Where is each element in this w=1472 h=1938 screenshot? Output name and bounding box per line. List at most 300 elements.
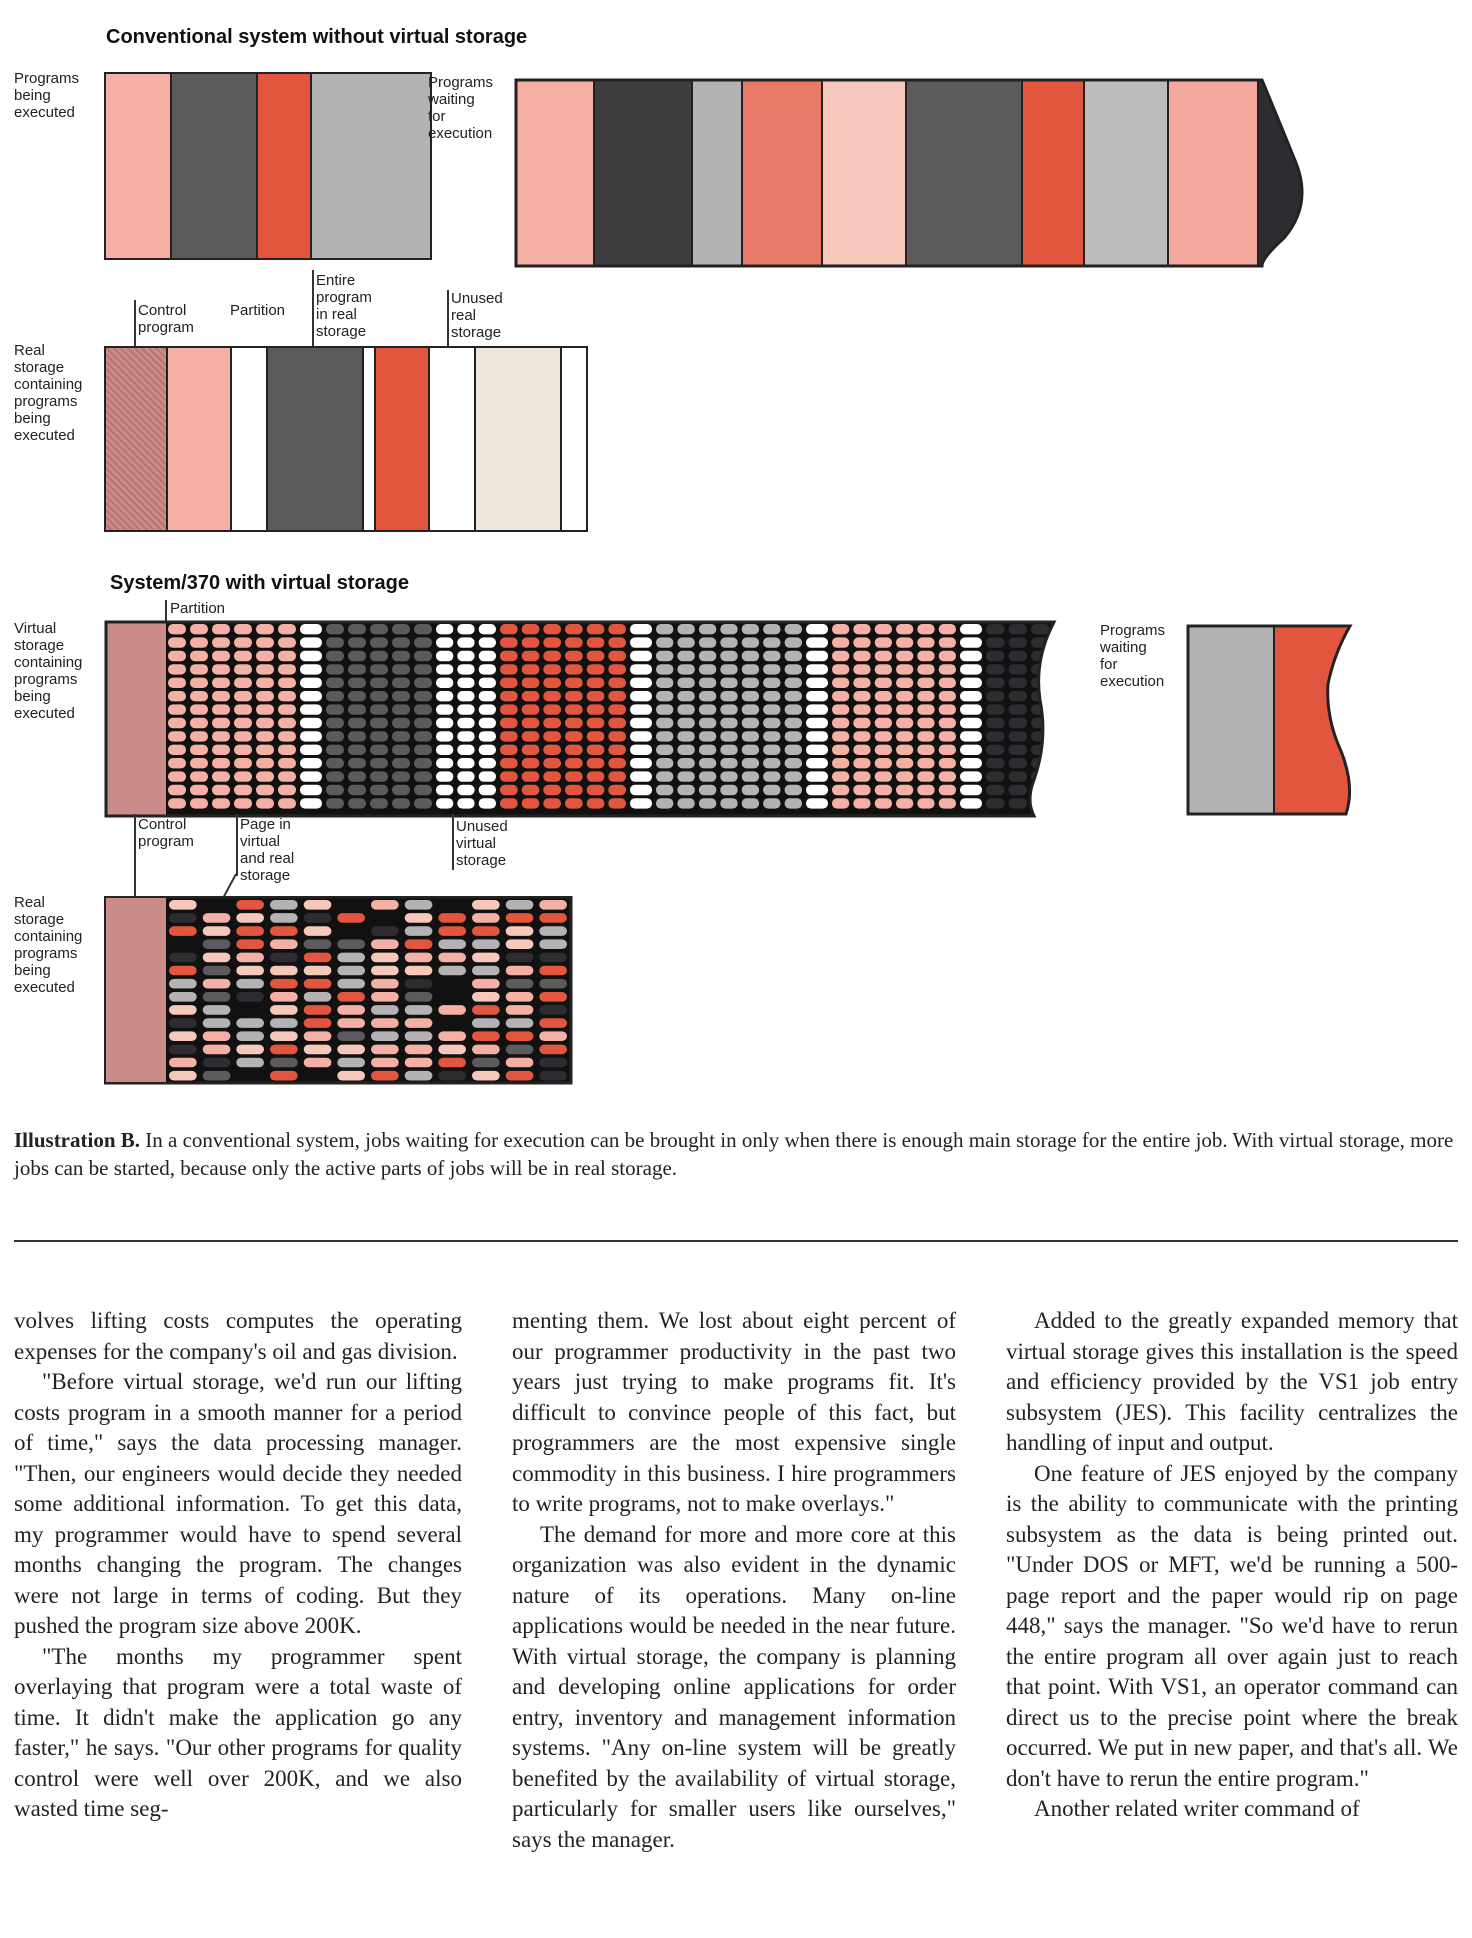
page-cell (699, 678, 716, 688)
page-cell (742, 691, 759, 701)
page-cell (438, 1045, 466, 1055)
page-cell (543, 785, 561, 795)
page-cell (677, 771, 694, 781)
page-cell (168, 718, 186, 728)
page-cell (506, 1031, 534, 1041)
page-cell (785, 798, 802, 808)
page-cell (370, 785, 388, 795)
page-cell (479, 771, 496, 781)
page-cell (742, 798, 759, 808)
page-cell (405, 966, 433, 976)
page-cell (169, 939, 197, 949)
page-cell (608, 664, 626, 674)
page-cell (405, 1071, 433, 1081)
page-cell (677, 718, 694, 728)
page-cell (656, 691, 673, 701)
page-cell (405, 900, 433, 910)
page-cell (896, 731, 913, 741)
page-cell (438, 1018, 466, 1028)
article-column-1 (14, 1306, 462, 1825)
page-cell (203, 1031, 231, 1041)
page-cell (234, 664, 252, 674)
page-cell (405, 992, 433, 1002)
control-program-segment (106, 348, 168, 530)
page-cell (960, 678, 982, 688)
page-cell (785, 678, 802, 688)
page-cell (699, 798, 716, 808)
page-cell (234, 624, 252, 634)
page-cell (256, 691, 274, 701)
page-cell (370, 651, 388, 661)
page-cell (960, 798, 982, 808)
page-cell (656, 678, 673, 688)
page-cell (436, 771, 453, 781)
page-cell (1054, 758, 1071, 768)
page-cell (371, 939, 399, 949)
page-cell (392, 785, 410, 795)
page-cell (656, 771, 673, 781)
page-cell (500, 745, 518, 755)
page-cell (270, 939, 298, 949)
page-cell (479, 745, 496, 755)
page-cell (169, 1045, 197, 1055)
page-cell (370, 798, 388, 808)
page-cell (917, 731, 934, 741)
page-cell (630, 678, 652, 688)
page-cell (875, 731, 892, 741)
page-cell (190, 771, 208, 781)
page-cell (169, 900, 197, 910)
page-cell (720, 771, 737, 781)
page-cell (806, 704, 828, 714)
page-cell (720, 718, 737, 728)
page-cell (986, 678, 1005, 688)
page-cell (278, 664, 296, 674)
page-cell (326, 704, 344, 714)
page-cell (190, 637, 208, 647)
page-cell (917, 624, 934, 634)
waiting-programs-strip (514, 78, 1324, 270)
page-cell (270, 913, 298, 923)
page-cell (236, 913, 264, 923)
page-cell (506, 966, 534, 976)
page-cell (960, 758, 982, 768)
page-cell (472, 1071, 500, 1081)
page-cell (436, 664, 453, 674)
page-cell (677, 758, 694, 768)
page-cell (472, 926, 500, 936)
page-cell (405, 1058, 433, 1068)
page-cell (304, 900, 332, 910)
page-cell (506, 953, 534, 963)
page-cell (699, 704, 716, 714)
page-cell (565, 785, 583, 795)
unused-virtual-storage-leader (452, 814, 454, 870)
page-cell (370, 731, 388, 741)
page-cell (168, 624, 186, 634)
page-cell (405, 1005, 433, 1015)
page-cell (522, 704, 540, 714)
page-cell (763, 637, 780, 647)
page-cell (300, 704, 322, 714)
page-cell (190, 651, 208, 661)
page-cell (806, 637, 828, 647)
page-cell (986, 758, 1005, 768)
page-cell (785, 785, 802, 795)
page-cell (832, 651, 849, 661)
page-cell (326, 731, 344, 741)
page-cell (720, 745, 737, 755)
page-cell (190, 718, 208, 728)
page-cell (500, 758, 518, 768)
page-cell (304, 1058, 332, 1068)
page-cell (436, 678, 453, 688)
page-cell (500, 651, 518, 661)
page-cell (326, 771, 344, 781)
page-cell (256, 624, 274, 634)
page-cell (405, 979, 433, 989)
page-cell (212, 798, 230, 808)
page-cell (300, 691, 322, 701)
page-cell (539, 1031, 567, 1041)
programs-executing-label: Programs being executed (14, 70, 80, 121)
page-cell (300, 624, 322, 634)
page-cell (699, 624, 716, 634)
page-cell (785, 745, 802, 755)
page-cell (763, 678, 780, 688)
page-cell (543, 704, 561, 714)
page-cell (960, 664, 982, 674)
article-column-2 (512, 1306, 956, 1855)
page-cell (326, 691, 344, 701)
page-cell (806, 664, 828, 674)
page-cell (656, 704, 673, 714)
page-cell (236, 1045, 264, 1055)
page-cell (785, 624, 802, 634)
page-cell (939, 704, 956, 714)
page-cell (392, 798, 410, 808)
page-cell (300, 651, 322, 661)
article-paragraph: One feature of JES enjoyed by the company is the ability to communicate with the printing subsystem as the data is being printed out. "Under DOS or MFT, we'd be running a 500-page report and the paper would rip on page 448," says the manager. "So we'd have to rerun the entire program all over again just to reach that point. With VS1, an operator command can direct us to the precise point where the break occurred. We put in new paper, and that's all. We don't have to rerun the entire program." (1006, 1460, 1458, 1791)
page-cell (479, 758, 496, 768)
page-cell (543, 691, 561, 701)
page-cell (763, 651, 780, 661)
page-cell (1009, 678, 1028, 688)
page-cell (414, 624, 432, 634)
page-cell (1054, 704, 1071, 714)
page-cell (212, 691, 230, 701)
page-cell (212, 678, 230, 688)
unused-virtual-storage-callout: Unused virtual storage (456, 818, 508, 869)
page-cell (806, 691, 828, 701)
page-cell (168, 798, 186, 808)
page-cell (939, 785, 956, 795)
page-cell (896, 691, 913, 701)
page-cell (278, 704, 296, 714)
page-cell (832, 691, 849, 701)
page-cell (392, 758, 410, 768)
page-cell (236, 1071, 264, 1081)
page-cell (300, 637, 322, 647)
page-cell (587, 718, 605, 728)
page-cell (875, 637, 892, 647)
page-cell (853, 651, 870, 661)
page-cell (1009, 624, 1028, 634)
page-cell (656, 745, 673, 755)
page-cell (392, 731, 410, 741)
article-paragraph: menting them. We lost about eight percent of our programmer productivity in the past two years just trying to make programs fit. It's difficult to convince people of this fact, but programmers are the most expensive single commodity in this business. I hire programmers to write programs, not to make overlays." (512, 1308, 956, 1516)
page-cell (763, 785, 780, 795)
page-cell (203, 1058, 231, 1068)
page-cell (539, 953, 567, 963)
page-cell (500, 624, 518, 634)
page-cell (960, 624, 982, 634)
page-cell (587, 745, 605, 755)
page-cell (896, 785, 913, 795)
page-cell (917, 771, 934, 781)
page-cell (234, 798, 252, 808)
page-cell (436, 731, 453, 741)
page-cell (348, 637, 366, 647)
article-paragraph: "Before virtual storage, we'd run our lifting costs program in a smooth manner for a period of time," says the data processing manager. "Then, our engineers would decide they needed some additional information. To get this data, my programmer would have to spend several months changing the program. The changes were not large in terms of coding. But they pushed the program size above 200K. (14, 1369, 462, 1638)
page-cell (370, 637, 388, 647)
page-cell (500, 704, 518, 714)
page-cell (720, 758, 737, 768)
page-cell (371, 900, 399, 910)
page-cell (763, 771, 780, 781)
page-cell (522, 718, 540, 728)
page-cell (875, 745, 892, 755)
page-cell (763, 624, 780, 634)
page-cell (438, 1031, 466, 1041)
page-cell (270, 900, 298, 910)
page-cell (457, 745, 474, 755)
page-cell (190, 704, 208, 714)
page-cell (522, 637, 540, 647)
page-cell (278, 758, 296, 768)
page-cell (472, 900, 500, 910)
page-cell (169, 1071, 197, 1081)
page-cell (405, 939, 433, 949)
real-storage-block (104, 346, 588, 532)
page-cell (270, 1045, 298, 1055)
page-cell (348, 745, 366, 755)
page-cell (500, 637, 518, 647)
page-cell (270, 992, 298, 1002)
page-cell (300, 718, 322, 728)
page-cell (472, 1018, 500, 1028)
page-cell (543, 637, 561, 647)
page-cell (960, 785, 982, 795)
unused-real-storage-callout: Unused real storage (451, 290, 503, 341)
page-cell (337, 900, 365, 910)
page-cell (543, 651, 561, 661)
page-cell (169, 979, 197, 989)
page-cell (986, 718, 1005, 728)
page-cell (348, 624, 366, 634)
page-cell (457, 664, 474, 674)
page-cell (270, 1031, 298, 1041)
page-cell (539, 1058, 567, 1068)
page-cell (212, 664, 230, 674)
page-cell (539, 979, 567, 989)
page-cell (853, 785, 870, 795)
page-cell (1054, 691, 1071, 701)
page-cell (348, 704, 366, 714)
page-cell (348, 651, 366, 661)
page-cell (278, 624, 296, 634)
page-cell (414, 745, 432, 755)
page-cell (608, 624, 626, 634)
page-cell (326, 664, 344, 674)
page-cell (875, 785, 892, 795)
program-segment (312, 74, 430, 258)
real-storage-pages-block (104, 896, 574, 1086)
page-cell (742, 624, 759, 634)
page-cell (203, 900, 231, 910)
page-cell (506, 939, 534, 949)
page-cell (168, 637, 186, 647)
page-cell (270, 926, 298, 936)
page-cell (371, 966, 399, 976)
page-cell (169, 926, 197, 936)
page-cell (414, 758, 432, 768)
page-cell (853, 771, 870, 781)
unused-segment (364, 348, 376, 530)
page-cell (392, 704, 410, 714)
page-cell (168, 745, 186, 755)
page-cell (896, 745, 913, 755)
unused-segment (430, 348, 476, 530)
page-cell (256, 678, 274, 688)
page-cell (699, 731, 716, 741)
page-cell (436, 637, 453, 647)
page-cell (917, 704, 934, 714)
page-cell (337, 1018, 365, 1028)
page-cell (853, 678, 870, 688)
page-cell (304, 966, 332, 976)
page-cell (630, 704, 652, 714)
page-cell (917, 785, 934, 795)
page-cell (720, 785, 737, 795)
page-cell (203, 979, 231, 989)
page-cell (234, 691, 252, 701)
page-cell (917, 637, 934, 647)
page-cell (392, 771, 410, 781)
page-cell (742, 785, 759, 795)
page-cell (438, 939, 466, 949)
page-cell (522, 691, 540, 701)
page-cell (960, 731, 982, 741)
page-cell (742, 637, 759, 647)
page-cell (832, 664, 849, 674)
page-cell (479, 798, 496, 808)
page-cell (457, 718, 474, 728)
page-cell (986, 731, 1005, 741)
page-cell (543, 664, 561, 674)
program-segment (258, 74, 312, 258)
page-cell (203, 913, 231, 923)
page-cell (677, 704, 694, 714)
page-cell (500, 718, 518, 728)
page-cell (392, 651, 410, 661)
page-cell (436, 758, 453, 768)
page-cell (539, 1071, 567, 1081)
page-cell (300, 785, 322, 795)
page-cell (278, 651, 296, 661)
page-cell (522, 745, 540, 755)
page-cell (1009, 664, 1028, 674)
page-cell (234, 771, 252, 781)
page-cell (763, 798, 780, 808)
page-cell (348, 718, 366, 728)
page-cell (896, 718, 913, 728)
page-cell (457, 731, 474, 741)
page-cell (270, 979, 298, 989)
page-cell (457, 798, 474, 808)
page-cell (370, 745, 388, 755)
page-cell (630, 637, 652, 647)
page-cell (763, 731, 780, 741)
page-cell (414, 664, 432, 674)
page-cell (506, 1071, 534, 1081)
page-cell (875, 758, 892, 768)
page-cell (763, 664, 780, 674)
page-cell (370, 718, 388, 728)
page-cell (587, 678, 605, 688)
page-cell (1009, 785, 1028, 795)
page-cell (656, 651, 673, 661)
page-cell (256, 664, 274, 674)
page-cell (436, 704, 453, 714)
page-cell (785, 731, 802, 741)
page-cell (212, 651, 230, 661)
virtual-waiting-label: Programs waiting for execution (1100, 622, 1166, 690)
page-cell (565, 771, 583, 781)
page-cell (1031, 718, 1050, 728)
page-cell (168, 771, 186, 781)
page-cell (256, 704, 274, 714)
page-cell (236, 953, 264, 963)
page-cell (656, 798, 673, 808)
page-cell (169, 913, 197, 923)
page-cell (917, 691, 934, 701)
page-cell (169, 953, 197, 963)
page-cell (326, 785, 344, 795)
page-cell (699, 637, 716, 647)
page-cell (939, 731, 956, 741)
page-cell (472, 1045, 500, 1055)
page-cell (565, 745, 583, 755)
page-cell (438, 953, 466, 963)
page-cell (1054, 664, 1071, 674)
virtual-heading: System/370 with virtual storage (110, 572, 410, 594)
page-cell (457, 771, 474, 781)
page-cell (392, 745, 410, 755)
page-cell (414, 785, 432, 795)
page-cell (270, 1071, 298, 1081)
page-cell (457, 691, 474, 701)
page-cell (270, 1058, 298, 1068)
page-cell (896, 758, 913, 768)
page-cell (168, 704, 186, 714)
page-cell (1054, 637, 1071, 647)
page-cell (832, 758, 849, 768)
page-cell (278, 718, 296, 728)
page-cell (304, 939, 332, 949)
partition-leader (165, 600, 167, 622)
entire-program-callout: Entire program in real storage (316, 272, 372, 340)
